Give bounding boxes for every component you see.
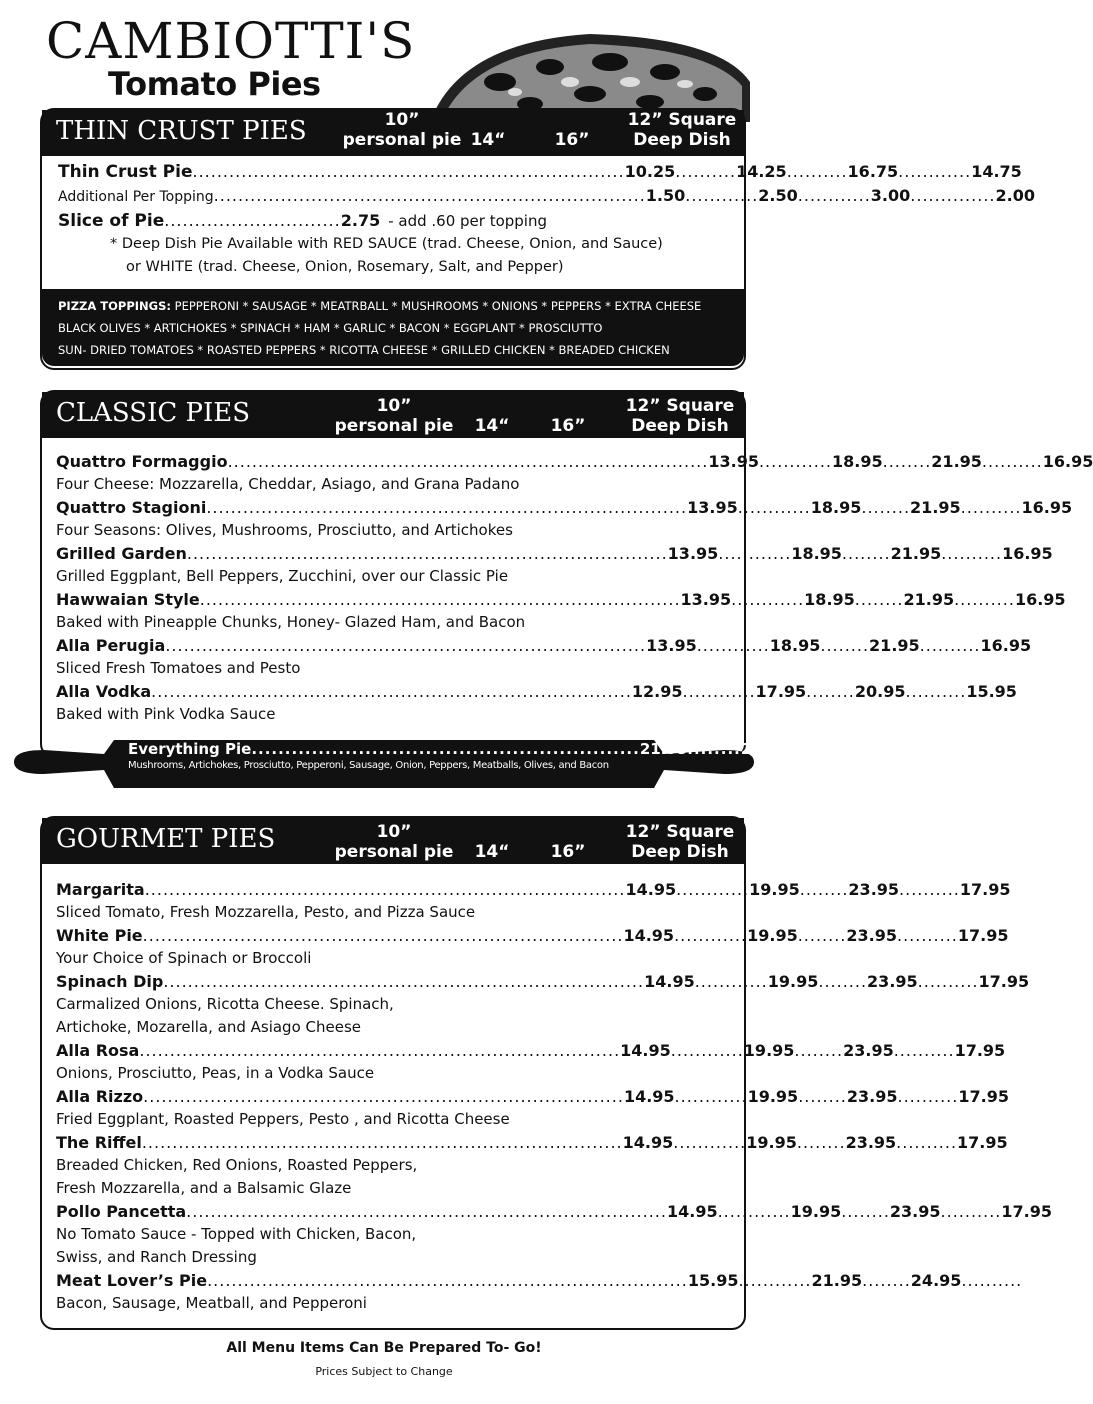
- restaurant-logo: [46, 14, 436, 104]
- dot-leader: ............: [738, 1271, 812, 1290]
- dot-leader: ............: [758, 452, 832, 471]
- price-deep-dish: 15.95: [966, 682, 1017, 701]
- item-description: Grilled Eggplant, Bell Peppers, Zucchini, over our Classic Pie: [56, 567, 509, 585]
- item-description: Mushrooms, Artichokes, Prosciutto, Pepperoni, Sausage, Onion, Peppers, Meatballs, Olives, and Bacon: [128, 760, 609, 771]
- price-deep-dish: 17.95: [957, 1133, 1008, 1152]
- price-14: 2.50: [758, 186, 798, 205]
- gourmet-pies-section: [40, 816, 1052, 1330]
- dot-leader: ...............................................................................: [151, 682, 632, 701]
- price-deep-dish: 2.00: [995, 186, 1035, 205]
- dot-leader: ........: [818, 972, 868, 991]
- item-name: Pollo Pancetta: [56, 1202, 187, 1221]
- col-header-deep-dish: [620, 396, 740, 436]
- item-name: Alla Rizzo: [56, 1087, 144, 1106]
- to-go-note: All Menu Items Can Be Prepared To- Go!: [226, 1340, 542, 1356]
- dot-leader: ........: [841, 1202, 890, 1221]
- col-size-sublabel: personal pie: [334, 842, 454, 862]
- price-16: 23.95: [843, 1041, 894, 1060]
- dot-leader: ........: [820, 636, 870, 655]
- dot-leader: ...............................................................................: [186, 544, 668, 563]
- price-10: 13.95: [667, 544, 719, 563]
- dot-leader: ............: [694, 972, 768, 991]
- item-name: White Pie: [56, 926, 143, 945]
- menu-item-row: [56, 634, 1032, 657]
- price-10: 14.95: [625, 880, 677, 899]
- price-10: 13.95: [646, 636, 697, 655]
- dot-leader: ..........: [981, 452, 1043, 471]
- price-10: 10.25: [624, 162, 676, 181]
- dot-leader: ............: [682, 682, 756, 701]
- item-name: Grilled Garden: [56, 544, 187, 563]
- item-description: Swiss, and Ranch Dressing: [56, 1248, 257, 1266]
- everything-pie-row: Everything Pie .......................................................... 21.95 ........ 24.95: [128, 740, 789, 758]
- dot-leader: ..........: [893, 1041, 955, 1060]
- item-name: Hawwaian Style: [56, 590, 200, 609]
- col-header-16: 16”: [550, 416, 586, 436]
- dot-leader: ........: [854, 590, 904, 609]
- price-16: 23.95: [867, 972, 918, 991]
- menu-item-row: [56, 588, 1066, 611]
- price-14: 18.95: [804, 590, 855, 609]
- toppings-line: SUN- DRIED TOMATOES * ROASTED PEPPERS * RICOTTA CHEESE * GRILLED CHICKEN * BREADED CHICKEN: [58, 343, 670, 357]
- item-description: Sliced Fresh Tomatoes and Pesto: [56, 659, 301, 677]
- price-deep-dish: 17.95: [958, 1087, 1009, 1106]
- item-description: Fresh Mozzarella, and a Balsamic Glaze: [56, 1179, 352, 1197]
- price-deep-dish: 16.95: [1021, 498, 1073, 517]
- price-10: 12.95: [631, 682, 683, 701]
- pizza-toppings-panel: [42, 289, 744, 366]
- item-name: Quattro Formaggio: [56, 452, 228, 471]
- dot-leader: ........: [862, 1271, 911, 1290]
- col-size-sublabel: Deep Dish: [633, 130, 731, 150]
- dot-leader: ..........: [960, 498, 1022, 517]
- price-10: 14.95: [620, 1041, 671, 1060]
- price-14: 18.95: [791, 544, 842, 563]
- price-16: 21.95: [869, 636, 920, 655]
- price-deep-dish: 16.95: [1042, 452, 1093, 471]
- section-title: CLASSIC PIES: [56, 398, 251, 428]
- dot-leader: ...............................................................................: [207, 1271, 688, 1290]
- price-16: 3.00: [870, 186, 911, 205]
- dot-leader: ...............................................................................: [227, 452, 709, 471]
- dot-leader: ............: [696, 636, 770, 655]
- dot-leader: ........: [799, 880, 849, 899]
- item-name: Everything Pie: [128, 740, 252, 758]
- price-deep-dish: 17.95: [957, 926, 1009, 945]
- deep-dish-note: or WHITE (trad. Cheese, Onion, Rosemary, Salt, and Pepper): [126, 259, 564, 275]
- price-14: 19.95: [747, 926, 798, 945]
- price-deep-dish: 17.95: [1001, 1202, 1052, 1221]
- dot-leader: ..........: [896, 1133, 958, 1152]
- dot-leader: ............: [731, 590, 805, 609]
- item-name: The Riffel: [56, 1133, 142, 1152]
- menu-item-row: [56, 496, 1073, 519]
- section-header: [42, 110, 744, 156]
- dot-leader: ..........: [941, 544, 1003, 563]
- dot-leader: ............: [737, 498, 811, 517]
- item-name: Slice of Pie: [58, 211, 165, 231]
- price-16: 23.95: [848, 880, 900, 899]
- restaurant-name: CAMBIOTTI'S: [46, 12, 416, 70]
- price-10: 14.95: [622, 1133, 674, 1152]
- item-description: Your Choice of Spinach or Broccoli: [56, 949, 312, 967]
- dot-leader: ..........: [897, 1087, 959, 1106]
- col-header-16: 16”: [554, 130, 590, 150]
- price-14: 19.95: [746, 1133, 797, 1152]
- col-size-label: 10”: [376, 822, 412, 842]
- item-name: Meat Lover’s Pie: [56, 1271, 208, 1290]
- col-header-16: 16”: [550, 842, 586, 862]
- col-size-label: 12” Square: [625, 396, 735, 416]
- menu-row-slice: Slice of Pie ............................. 2.75 - add .60 per topping: [58, 211, 548, 231]
- price-14: 14.25: [736, 162, 787, 181]
- price-deep-dish: 16.95: [1002, 544, 1053, 563]
- dot-leader: ..........: [954, 590, 1015, 609]
- dot-leader: ...............................................................................: [143, 1087, 624, 1106]
- dot-leader: ...............................................................................: [163, 972, 645, 991]
- item-name: Alla Perugia: [56, 636, 166, 655]
- price-14: 18.95: [810, 498, 862, 517]
- price-14: 19.95: [790, 1202, 842, 1221]
- thin-crust-section: [40, 108, 1035, 370]
- price-deep-dish: 16.95: [980, 636, 1032, 655]
- dot-leader: ..........: [897, 926, 958, 945]
- dot-leader: ..........: [917, 972, 979, 991]
- price-16: 23.95: [845, 1133, 897, 1152]
- price-14: 19.95: [767, 972, 819, 991]
- dot-leader: ..........: [899, 880, 960, 899]
- price-16: 21.95: [931, 452, 982, 471]
- dot-leader: ...............................................................................: [199, 590, 681, 609]
- slice-price: 2.75: [340, 211, 381, 230]
- price-14: 19.95: [743, 1041, 795, 1060]
- item-name: Alla Rosa: [56, 1041, 140, 1060]
- dot-leader: ............: [674, 1087, 748, 1106]
- dot-leader: ...............................................................................: [144, 880, 626, 899]
- price-14: 18.95: [769, 636, 821, 655]
- col-size-sublabel: personal pie: [334, 416, 454, 436]
- item-description: Baked with Pink Vodka Sauce: [56, 705, 276, 723]
- item-name: Quattro Stagioni: [56, 498, 207, 517]
- price-16: 23.95: [846, 926, 897, 945]
- item-description: Bacon, Sausage, Meatball, and Pepperoni: [56, 1294, 367, 1312]
- price-16: 24.95: [910, 1271, 962, 1290]
- dot-leader: ............: [673, 1133, 747, 1152]
- item-description: Onions, Prosciutto, Peas, in a Vodka Sauce: [56, 1064, 375, 1082]
- item-description: Fried Eggplant, Roasted Peppers, Pesto , and Ricotta Cheese: [56, 1110, 510, 1128]
- section-header: [42, 392, 744, 438]
- price-16: 21.95: [910, 498, 961, 517]
- slice-note: - add .60 per topping: [388, 212, 548, 230]
- price-14: 19.95: [749, 880, 800, 899]
- price-14: 18.95: [832, 452, 883, 471]
- item-description: Four Cheese: Mozzarella, Cheddar, Asiago, and Grana Padano: [56, 475, 520, 493]
- price-10: 1.50: [645, 186, 686, 205]
- item-description: Breaded Chicken, Red Onions, Roasted Peppers,: [56, 1156, 418, 1174]
- dot-leader: ............: [718, 544, 792, 563]
- price-10: 14.95: [644, 972, 695, 991]
- price-deep-dish: 17.95: [954, 1041, 1006, 1060]
- item-name: Spinach Dip: [56, 972, 164, 991]
- dot-leader: ........: [806, 682, 855, 701]
- price-14: 17.95: [755, 682, 807, 701]
- price-10: 14.95: [623, 1087, 675, 1106]
- col-size-label: 12” Square: [627, 110, 737, 130]
- dot-leader: ........: [796, 1133, 846, 1152]
- dot-leader: ........: [794, 1041, 844, 1060]
- toppings-line: BLACK OLIVES * ARTICHOKES * SPINACH * HAM * GARLIC * BACON * EGGPLANT * PROSCIUTTO: [58, 321, 603, 335]
- item-description: Four Seasons: Olives, Mushrooms, Prosciutto, and Artichokes: [56, 521, 513, 539]
- price-16: 23.95: [889, 1202, 941, 1221]
- col-size-label: 10”: [384, 110, 420, 130]
- price-16: 21.95: [890, 544, 942, 563]
- everything-pie: [128, 740, 789, 771]
- col-header-10: [334, 822, 454, 862]
- menu-item-row: [56, 450, 1093, 473]
- dot-leader: ..........: [961, 1271, 1023, 1290]
- section-header: [42, 818, 744, 864]
- dot-leader: ..........: [940, 1202, 1002, 1221]
- pizza-illustration: [420, 22, 750, 122]
- dot-leader: ...............................................................................: [139, 1041, 621, 1060]
- dot-leader: ...............................................................................: [165, 636, 647, 655]
- menu-item-row: [56, 970, 1030, 993]
- item-name: Margarita: [56, 880, 145, 899]
- menu-row-thin-crust-pie: Thin Crust Pie ....................................................................... 10.25 .......... 14.25 .......... 16.75 ............ 14.75: [58, 162, 1022, 182]
- item-description: Artichoke, Mozarella, and Asiago Cheese: [56, 1018, 362, 1036]
- price-deep-dish: 17.95: [978, 972, 1030, 991]
- price-10: 14.95: [623, 926, 675, 945]
- menu-item-row: [56, 924, 1009, 947]
- col-header-14: 14“: [474, 842, 510, 862]
- menu-item-row: [56, 1200, 1052, 1223]
- dot-leader: ............: [670, 1041, 744, 1060]
- col-size-sublabel: Deep Dish: [631, 842, 729, 862]
- item-name: Thin Crust Pie: [58, 162, 193, 182]
- menu-item-row: [56, 1269, 1023, 1292]
- col-header-14: 14“: [474, 416, 510, 436]
- menu-item-row: [56, 1085, 1009, 1108]
- col-header-10: [334, 396, 454, 436]
- dot-leader: ........: [797, 926, 847, 945]
- dot-leader: ...............................................................................: [142, 926, 624, 945]
- item-name: Additional Per Topping: [58, 189, 214, 205]
- deep-dish-note: * Deep Dish Pie Available with RED SAUCE (trad. Cheese, Onion, and Sauce): [110, 236, 663, 252]
- price-14: 21.95: [639, 740, 688, 758]
- col-size-sublabel: Deep Dish: [631, 416, 729, 436]
- price-16: 20.95: [854, 682, 906, 701]
- col-size-label: 10”: [376, 396, 412, 416]
- item-description: Sliced Tomato, Fresh Mozzarella, Pesto, and Pizza Sauce: [56, 903, 476, 921]
- price-10: 13.95: [708, 452, 759, 471]
- dot-leader: ...............................................................................: [206, 498, 688, 517]
- dot-leader: ............: [717, 1202, 791, 1221]
- dot-leader: ...............................................................................: [141, 1133, 623, 1152]
- section-title: THIN CRUST PIES: [56, 116, 307, 146]
- item-description: No Tomato Sauce - Topped with Chicken, Bacon,: [56, 1225, 417, 1243]
- dot-leader: ........: [861, 498, 911, 517]
- price-10: 13.95: [687, 498, 738, 517]
- menu-item-row: [56, 878, 1011, 901]
- col-header-deep-dish: [622, 110, 742, 150]
- price-14: 19.95: [747, 1087, 799, 1106]
- price-10: 15.95: [687, 1271, 739, 1290]
- menu-item-row: [56, 542, 1053, 565]
- col-header-14: 14“: [470, 130, 506, 150]
- col-header-deep-dish: [620, 822, 740, 862]
- price-16: 24.95: [740, 740, 789, 758]
- dot-leader: ..........: [905, 682, 967, 701]
- dot-leader: ..........: [919, 636, 981, 655]
- col-size-sublabel: personal pie: [342, 130, 462, 150]
- menu-item-row: [56, 1131, 1008, 1154]
- price-10: 14.95: [666, 1202, 718, 1221]
- price-deep-dish: 14.75: [971, 162, 1022, 181]
- dot-leader: ............: [676, 880, 750, 899]
- menu-item-row: [56, 680, 1017, 703]
- price-disclaimer: Prices Subject to Change: [315, 1365, 453, 1378]
- item-description: Baked with Pineapple Chunks, Honey- Glazed Ham, and Bacon: [56, 613, 526, 631]
- price-14: 21.95: [811, 1271, 863, 1290]
- price-deep-dish: 17.95: [959, 880, 1011, 899]
- price-16: 23.95: [846, 1087, 898, 1106]
- dot-leader: ........: [882, 452, 932, 471]
- price-10: 13.95: [680, 590, 732, 609]
- dot-leader: ........: [841, 544, 891, 563]
- dot-leader: ............: [674, 926, 748, 945]
- dot-leader: ...............................................................................: [186, 1202, 667, 1221]
- toppings-label: PIZZA TOPPINGS:: [58, 299, 171, 313]
- price-deep-dish: 16.95: [1014, 590, 1066, 609]
- item-name: Alla Vodka: [56, 682, 152, 701]
- price-16: 21.95: [903, 590, 955, 609]
- toppings-line: PEPPERONI * SAUSAGE * MEATRBALL * MUSHROOMS * ONIONS * PEPPERS * EXTRA CHEESE: [174, 299, 702, 313]
- dot-leader: ........: [798, 1087, 847, 1106]
- price-16: 16.75: [847, 162, 899, 181]
- menu-item-row: [56, 1039, 1006, 1062]
- menu-row-additional-topping: Additional Per Topping ....................................................................... 1.50 ............ 2.50 ............ 3.00 .............. 2.00: [58, 184, 704, 209]
- col-size-label: 12” Square: [625, 822, 735, 842]
- item-description: Carmalized Onions, Ricotta Cheese. Spinach,: [56, 995, 394, 1013]
- section-title: GOURMET PIES: [56, 824, 276, 854]
- restaurant-tagline: Tomato Pies: [108, 65, 321, 103]
- col-header-10: [342, 110, 462, 150]
